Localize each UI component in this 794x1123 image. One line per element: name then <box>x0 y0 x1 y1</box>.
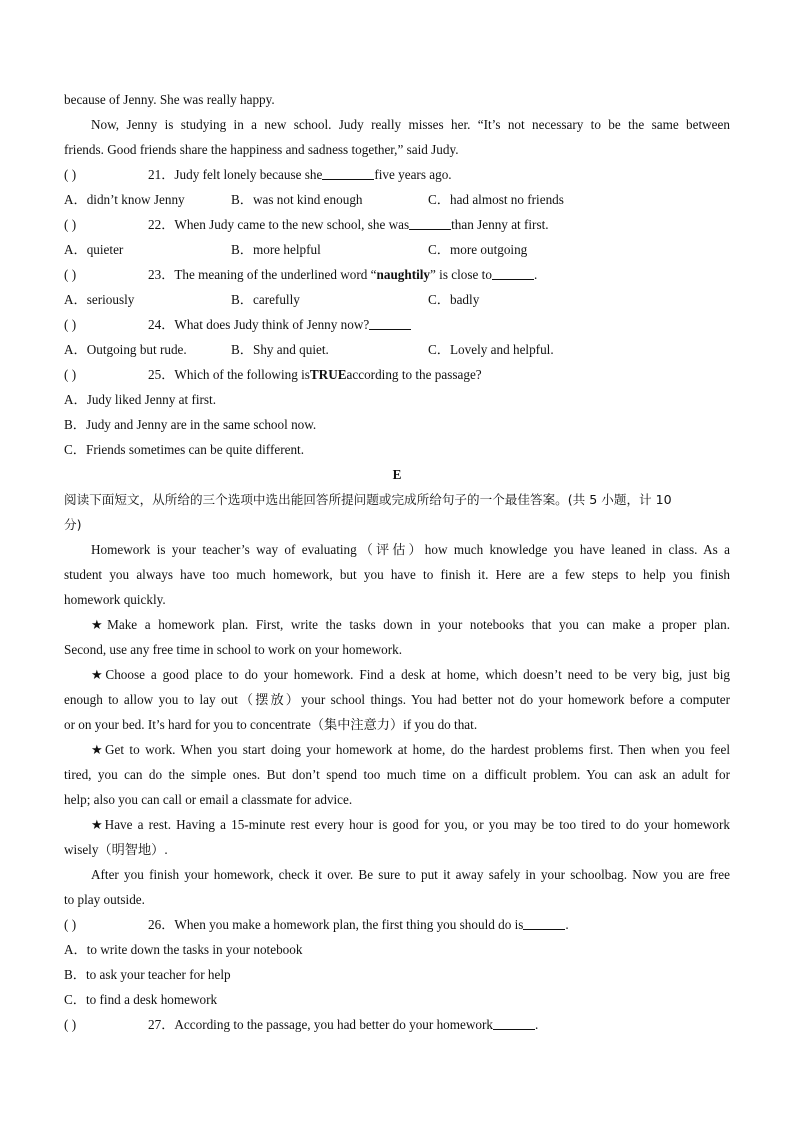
question-stem: Judy felt lonely because she <box>174 167 323 182</box>
question-stem-end: five years ago. <box>374 167 452 182</box>
question-stem: When you make a homework plan, the first thing you should do is <box>174 917 524 932</box>
answer-blank <box>322 166 374 180</box>
underlined-word: naughtily <box>376 267 431 282</box>
answer-paren[interactable]: ( ) <box>64 167 77 182</box>
question-number: 24． <box>148 317 175 332</box>
section-instructions-cont: 分) <box>64 517 82 532</box>
answer-paren[interactable]: ( ) <box>64 267 77 282</box>
answer-paren[interactable]: ( ) <box>64 317 77 332</box>
option-c[interactable]: C．to find a desk homework <box>64 992 218 1007</box>
passage-line: wisely（明智地）. <box>64 842 168 857</box>
option-a[interactable]: A．Judy liked Jenny at first. <box>64 392 217 407</box>
answer-blank <box>409 216 451 230</box>
question-stem: What does Judy think of Jenny now? <box>174 317 370 332</box>
question-number: 27． <box>148 1017 175 1032</box>
emphasis-word: TRUE <box>309 367 347 382</box>
option-b[interactable]: B．Judy and Jenny are in the same school now. <box>64 417 317 432</box>
section-instructions: 阅读下面短文，从所给的三个选项中选出能回答所提问题或完成所给句子的一个最佳答案。(共 5 小题，计 10 <box>64 492 672 507</box>
passage-line: because of Jenny. She was really happy. <box>64 92 275 107</box>
passage-line: ★Choose a good place to do your homework. Find a desk at home, which doesn’t need to be very big, just big <box>91 667 730 682</box>
option-a[interactable]: A．to write down the tasks in your notebook <box>64 942 303 957</box>
question-stem: According to the passage, you had better do your homework <box>174 1017 493 1032</box>
answer-blank <box>493 1016 535 1030</box>
question-stem-end: . <box>565 917 569 932</box>
question-number: 26． <box>148 917 175 932</box>
option-b[interactable]: B．more helpful <box>231 242 321 257</box>
passage-line: enough to allow you to lay out（摆放）your school things. You had better not do your homework before a computer <box>64 692 730 707</box>
question-number: 21． <box>148 167 175 182</box>
question-27 <box>64 1016 730 1034</box>
question-stem-end: than Jenny at first. <box>451 217 549 232</box>
option-a[interactable]: A．Outgoing but rude. <box>64 342 187 357</box>
passage-line: Second, use any free time in school to work on your homework. <box>64 642 403 657</box>
question-24 <box>64 316 730 334</box>
answer-blank <box>492 266 534 280</box>
question-25 <box>64 366 730 384</box>
passage-line: Now, Jenny is studying in a new school. Judy really misses her. “It’s not necessary to be the same between <box>91 117 730 132</box>
question-stem-end: according to the passage? <box>346 367 482 382</box>
passage-line: ★Make a homework plan. First, write the tasks down in your notebooks that you can make a proper plan. <box>91 617 730 632</box>
question-stem-mid: ” is close to <box>430 267 492 282</box>
question-stem: When Judy came to the new school, she was <box>174 217 410 232</box>
question-number: 23． <box>148 267 175 282</box>
option-b[interactable]: B．Shy and quiet. <box>231 342 329 357</box>
passage-line: friends. Good friends share the happiness and sadness together,” said Judy. <box>64 142 459 157</box>
answer-paren[interactable]: ( ) <box>64 217 77 232</box>
question-stem-end: . <box>533 267 538 282</box>
option-c[interactable]: C．more outgoing <box>428 242 528 257</box>
answer-blank <box>523 916 565 930</box>
answer-paren[interactable]: ( ) <box>64 1017 77 1032</box>
answer-blank <box>369 316 411 330</box>
option-b[interactable]: B．carefully <box>231 292 300 307</box>
option-c[interactable]: C．Friends sometimes can be quite different. <box>64 442 305 457</box>
question-stem-end: . <box>535 1017 539 1032</box>
passage-line: ★Get to work. When you start doing your homework at home, do the hardest problems first. Then when you feel <box>91 742 730 757</box>
question-stem: Which of the following is <box>174 367 310 382</box>
option-a[interactable]: A．seriously <box>64 292 135 307</box>
option-c[interactable]: C．Lovely and helpful. <box>428 342 554 357</box>
passage-line: help; also you can call or email a classmate for advice. <box>64 792 353 807</box>
option-a[interactable]: A．quieter <box>64 242 124 257</box>
option-c[interactable]: C．had almost no friends <box>428 192 564 207</box>
question-23 <box>64 266 730 284</box>
passage-line: tired, you can do the simple ones. But don’t spend too much time on a difficult problem. You can ask an adult for <box>64 767 730 782</box>
passage-line: to play outside. <box>64 892 145 907</box>
option-b[interactable]: B．to ask your teacher for help <box>64 967 231 982</box>
question-number: 25． <box>148 367 175 382</box>
section-heading: E <box>392 467 402 482</box>
passage-line: student you always have too much homework, but you have to finish it. Here are a few steps to help you finish <box>64 567 730 582</box>
option-c[interactable]: C．badly <box>428 292 480 307</box>
question-number: 22． <box>148 217 175 232</box>
passage-line: After you finish your homework, check it over. Be sure to put it away safely in your schoolbag. Now you are free <box>91 867 730 882</box>
question-26 <box>64 916 730 934</box>
passage-line: Homework is your teacher’s way of evaluating（评估）how much knowledge you have leaned in class. As a <box>91 542 730 557</box>
question-22 <box>64 216 730 234</box>
question-stem: The meaning of the underlined word “ <box>174 267 377 282</box>
passage-line: ★Have a rest. Having a 15-minute rest every hour is good for you, or you may be too tired to do your homework <box>91 817 730 832</box>
option-b[interactable]: B．was not kind enough <box>231 192 363 207</box>
option-a[interactable]: A．didn’t know Jenny <box>64 192 185 207</box>
answer-paren[interactable]: ( ) <box>64 917 77 932</box>
answer-paren[interactable]: ( ) <box>64 367 77 382</box>
passage-line: homework quickly. <box>64 592 166 607</box>
question-21 <box>64 166 730 184</box>
passage-line: or on your bed. It’s hard for you to concentrate（集中注意力）if you do that. <box>64 717 478 732</box>
